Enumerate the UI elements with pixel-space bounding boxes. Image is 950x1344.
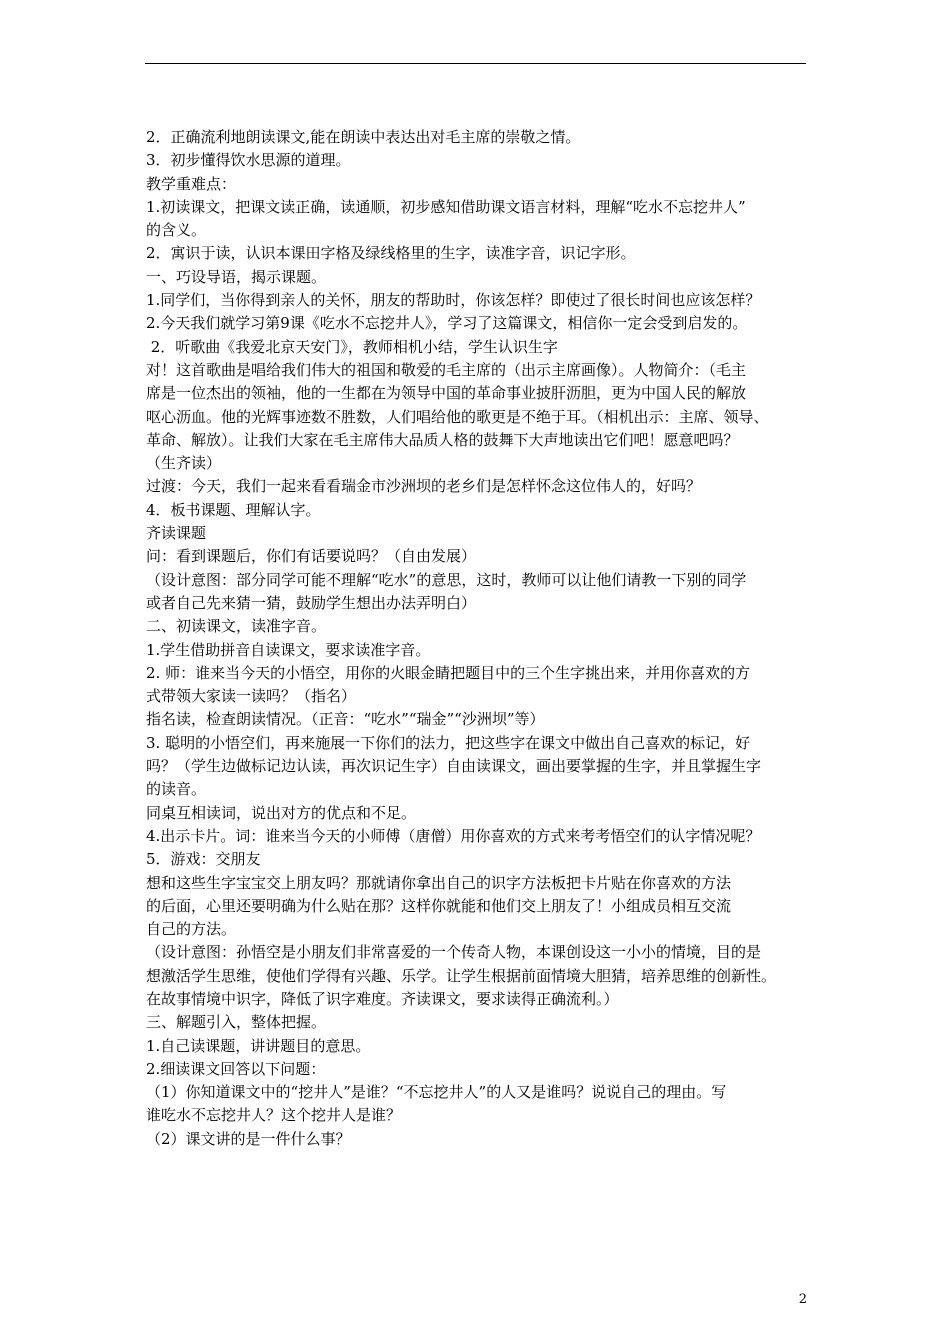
page-number: 2 bbox=[798, 1292, 807, 1307]
text-line: 式带领大家读一读吗？（指名） bbox=[146, 687, 357, 706]
text-line: （设计意图：部分同学可能不理解“吃水”的意思，这时，教师可以让他们请教一下别的同学 bbox=[146, 570, 747, 589]
text-line: 三、解题引入，整体把握。 bbox=[146, 1013, 327, 1032]
text-line: 1.初读课文，把课文读正确，读通顺，初步感知借助课文语言材料，理解“吃水不忘挖井人” bbox=[146, 197, 746, 216]
text-line: 一、巧设导语，揭示课题。 bbox=[146, 267, 327, 286]
text-line: 3. 聪明的小悟空们，再来施展一下你们的法力，把这些字在课文中做出自己喜欢的标记，好 bbox=[146, 733, 751, 752]
text-line: 想激活学生思维，使他们学得有兴趣、乐学。让学生根据前面情境大胆猜，培养思维的创新性。 bbox=[146, 966, 777, 985]
text-line: 2.细读课文回答以下问题： bbox=[146, 1059, 326, 1078]
text-line: 1.学生借助拼音自读课文，要求读准字音。 bbox=[146, 640, 431, 659]
text-line: 同桌互相读词，说出对方的优点和不足。 bbox=[146, 803, 417, 822]
text-line: 的后面，心里还要明确为什么贴在那？这样你就能和他们交上朋友了！小组成员相互交流 bbox=[146, 896, 732, 915]
text-line: 想和这些生字宝宝交上朋友吗？那就请你拿出自己的识字方法板把卡片贴在你喜欢的方法 bbox=[146, 873, 732, 892]
text-line: （2）课文讲的是一件什么事？ bbox=[146, 1129, 351, 1148]
text-line: 呕心沥血。他的光辉事迹数不胜数，人们唱给他的歌更是不绝于耳。（相机出示：主席、领导、 bbox=[146, 407, 769, 426]
text-line: 二、初读课文，读准字音。 bbox=[146, 617, 327, 636]
text-line: （1）你知道课文中的“挖井人”是谁？“不忘挖井人”的人又是谁吗？说说自己的理由。写 bbox=[146, 1083, 727, 1102]
text-line: 4．板书课题、理解认字。 bbox=[146, 500, 321, 519]
text-line: 过渡：今天，我们一起来看看瑞金市沙洲坝的老乡们是怎样怀念这位伟人的，好吗？ bbox=[146, 477, 702, 496]
text-line: 2．听歌曲《我爱北京天安门》，教师相机小结，学生认识生字 bbox=[146, 337, 558, 356]
text-line: 吗？（学生边做标记边认读，再次识记生字）自由读课文，画出要掌握的生字，并且掌握生字 bbox=[146, 757, 762, 776]
header-rule bbox=[145, 63, 806, 64]
text-line: （设计意图：孙悟空是小朋友们非常喜爱的一个传奇人物，本课创设这一小小的情境，目的是 bbox=[146, 943, 762, 962]
text-line: 3．初步懂得饮水思源的道理。 bbox=[146, 151, 351, 170]
text-line: 席是一位杰出的领袖，他的一生都在为领导中国的革命事业披肝沥胆，更为中国人民的解放 bbox=[146, 384, 747, 403]
text-line: 1.自己读课题，讲讲题目的意思。 bbox=[146, 1036, 371, 1055]
text-line: 自己的方法。 bbox=[146, 920, 237, 939]
text-line: 的含义。 bbox=[146, 221, 207, 240]
text-line: （生齐读） bbox=[146, 454, 222, 473]
text-line: 对！这首歌曲是唱给我们伟大的祖国和敬爱的毛主席的（出示主席画像）。人物简介：（毛主 bbox=[146, 360, 747, 379]
text-line: 5．游戏：交朋友 bbox=[146, 850, 261, 869]
text-line: 教学重难点： bbox=[146, 174, 237, 193]
text-line: 2. 师：谁来当今天的小悟空，用你的火眼金睛把题目中的三个生字挑出来，并用你喜欢的方 bbox=[146, 663, 751, 682]
text-line: 革命、解放）。让我们大家在毛主席伟大品质人格的鼓舞下大声地读出它们吧！愿意吧吗？ bbox=[146, 430, 739, 449]
text-line: 谁吃水不忘挖井人？这个挖井人是谁？ bbox=[146, 1106, 402, 1125]
text-line: 1.同学们，当你得到亲人的关怀，朋友的帮助时，你该怎样？即使过了很长时间也应该怎样？ bbox=[146, 291, 761, 310]
text-line: 的读音。 bbox=[146, 780, 207, 799]
text-line: 或者自己先来猜一猜，鼓励学生想出办法弄明白） bbox=[146, 593, 477, 612]
text-line: 齐读课题 bbox=[146, 524, 207, 543]
document-body bbox=[146, 126, 814, 1151]
text-line: 在故事情境中识字，降低了识字难度。齐读课文，要求读得正确流利。） bbox=[146, 989, 619, 1008]
text-line: 问：看到课题后，你们有话要说吗？（自由发展） bbox=[146, 547, 477, 566]
text-line: 2．正确流利地朗读课文,能在朗读中表达出对毛主席的崇敬之情。 bbox=[146, 128, 581, 146]
text-line: 2.今天我们就学习第9课《吃水不忘挖井人》，学习了这篇课文，相信你一定会受到启发的。 bbox=[146, 314, 748, 333]
text-line: 指名读，检查朗读情况。（正音：“吃水”“瑞金”“沙洲坝”等） bbox=[146, 710, 545, 729]
text-line: 4.出示卡片。词：谁来当今天的小师傅（唐僧）用你喜欢的方式来考考悟空们的认字情况呢？ bbox=[146, 826, 761, 845]
text-line: 2．寓识于读，认识本课田字格及绿线格里的生字，读准字音，识记字形。 bbox=[146, 244, 636, 263]
